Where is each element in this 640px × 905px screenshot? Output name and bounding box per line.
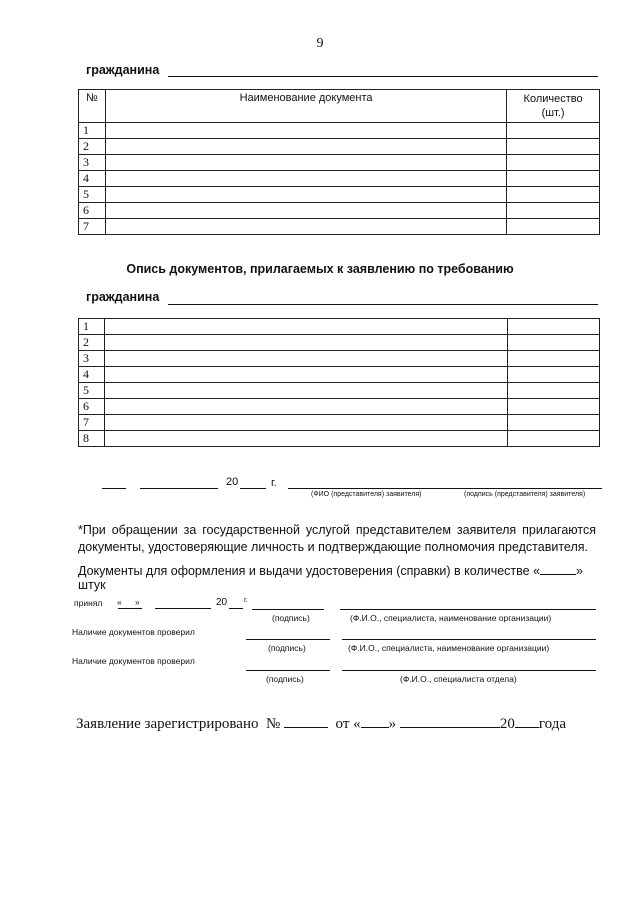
document-name-cell[interactable] [105,155,506,171]
quantity-cell[interactable] [507,203,600,219]
registration-year-field[interactable] [515,727,539,728]
registration-day-field[interactable] [361,727,389,728]
quantity-cell[interactable] [507,383,599,399]
checked-label-1: Наличие документов проверил [72,627,195,637]
registration-month-field[interactable] [400,727,500,728]
document-name-cell[interactable] [105,367,508,383]
month-line[interactable] [140,488,218,489]
quantity-header-line2: (шт.) [541,107,565,119]
accepted-signature-line[interactable] [252,609,324,610]
row-number: 3 [79,351,105,367]
row-number: 6 [79,399,105,415]
row-number: 7 [79,219,106,235]
accepted-fio-caption: (Ф.И.О., специалиста, наименование организации) [350,613,552,623]
table-row [79,123,600,139]
citizen-label: гражданина [86,63,160,77]
row-number: 2 [79,139,106,155]
accepted-fio-line[interactable] [340,609,596,610]
table-row [79,383,600,399]
accepted-year-prefix: 20 [216,597,228,608]
citizen-name-line-2[interactable] [168,304,598,305]
row-number: 5 [79,187,106,203]
column-header-document-name: Наименование документа [105,90,506,123]
table-row [79,155,600,171]
checked1-fio-line[interactable] [342,639,596,640]
day-line[interactable] [102,488,126,489]
registration-year-suffix: года [538,716,567,732]
document-name-cell[interactable] [105,203,506,219]
document-name-cell[interactable] [105,319,508,335]
registration-line [76,716,566,733]
document-name-cell[interactable] [105,219,506,235]
checked2-sign-caption: (подпись) [266,674,304,684]
quantity-cell[interactable] [507,319,599,335]
quantity-cell[interactable] [507,399,599,415]
table-row [79,351,600,367]
table-row [79,319,600,335]
registration-number-sign: № [265,716,281,732]
table-row [79,415,600,431]
row-number: 1 [79,123,106,139]
checked-label-2: Наличие документов проверил [72,656,195,666]
document-name-cell[interactable] [105,335,508,351]
row-number: 6 [79,203,106,219]
table-row [79,335,600,351]
accepted-label: принял [74,598,103,608]
row-number: 4 [79,367,105,383]
documents-table-2 [78,318,600,447]
document-name-cell[interactable] [105,139,506,155]
documents-text-before: Документы для оформления и выдачи удостоверения (справки) в количестве « [78,564,541,578]
document-name-cell[interactable] [105,171,506,187]
registration-year-prefix: 20 [499,716,515,732]
table-row [79,219,600,235]
documents-text-after: » штук [78,564,583,592]
table-row [79,431,600,447]
quantity-cell[interactable] [507,123,600,139]
row-number: 8 [79,431,105,447]
row-number: 2 [79,335,105,351]
checked2-signature-line[interactable] [246,670,330,671]
row-number: 4 [79,171,106,187]
documents-quantity-line [78,564,598,592]
quantity-cell[interactable] [507,155,600,171]
quantity-cell[interactable] [507,139,600,155]
checked2-fio-line[interactable] [342,670,596,671]
document-name-cell[interactable] [105,187,506,203]
year-line[interactable] [240,488,266,489]
applicant-signature-line[interactable] [288,488,602,489]
quantity-cell[interactable] [507,431,599,447]
citizen-name-line[interactable] [168,76,598,77]
table-row [79,399,600,415]
table-row [79,171,600,187]
quantity-cell[interactable] [507,351,599,367]
quantity-cell[interactable] [507,367,599,383]
table-row [79,367,600,383]
document-name-cell[interactable] [105,123,506,139]
document-name-cell[interactable] [105,383,508,399]
quantity-cell[interactable] [507,415,599,431]
quantity-cell[interactable] [507,171,600,187]
year-suffix: г. [271,477,277,489]
representative-note: *При обращении за государственной услугой представителем заявителя прилагаются документы, удостоверяющие личность и подтверждающие полномочия представителя. [78,523,596,554]
row-number: 7 [79,415,105,431]
checked1-sign-caption: (подпись) [268,643,306,653]
checked1-signature-line[interactable] [246,639,330,640]
quantity-header-line1: Количество [523,93,583,105]
accepted-open-quote: « [117,597,122,607]
checked2-fio-caption: (Ф.И.О., специалиста отдела) [400,674,517,684]
section-title: Опись документов, прилагаемых к заявлению по требованию [126,262,514,276]
row-number: 1 [79,319,105,335]
accepted-sign-caption: (подпись) [272,613,310,623]
column-header-quantity [507,90,600,123]
registration-number-field[interactable] [284,727,328,728]
registration-quote-close: » [388,716,397,732]
citizen-label-2: гражданина [86,290,160,304]
quantity-cell[interactable] [507,335,599,351]
year-prefix: 20 [226,476,239,488]
table-row [79,139,600,155]
page-number: 9 [316,36,324,51]
document-name-cell[interactable] [105,399,508,415]
accepted-day-line[interactable] [118,608,142,609]
document-name-cell[interactable] [105,431,508,447]
document-name-cell[interactable] [105,351,508,367]
row-number: 5 [79,383,105,399]
table-row [79,187,600,203]
checked1-fio-caption: (Ф.И.О., специалиста, наименование организации) [348,643,550,653]
accepted-year-suffix: г. [244,597,248,604]
document-name-cell[interactable] [105,415,508,431]
accepted-year-line[interactable] [229,608,243,609]
documents-table-1 [78,89,600,235]
documents-count-field[interactable] [540,574,576,575]
column-header-number: № [79,90,106,123]
fio-caption: (ФИО (представителя) заявителя) [311,491,422,498]
quantity-cell[interactable] [507,187,600,203]
table-row [79,203,600,219]
registration-from: от « [335,716,361,732]
registration-label: Заявление зарегистрировано [76,716,259,732]
signature-caption: (подпись (представителя) заявителя) [464,491,586,498]
accepted-month-line[interactable] [155,608,211,609]
accepted-close-quote: » [135,597,140,607]
row-number: 3 [79,155,106,171]
quantity-cell[interactable] [507,219,600,235]
